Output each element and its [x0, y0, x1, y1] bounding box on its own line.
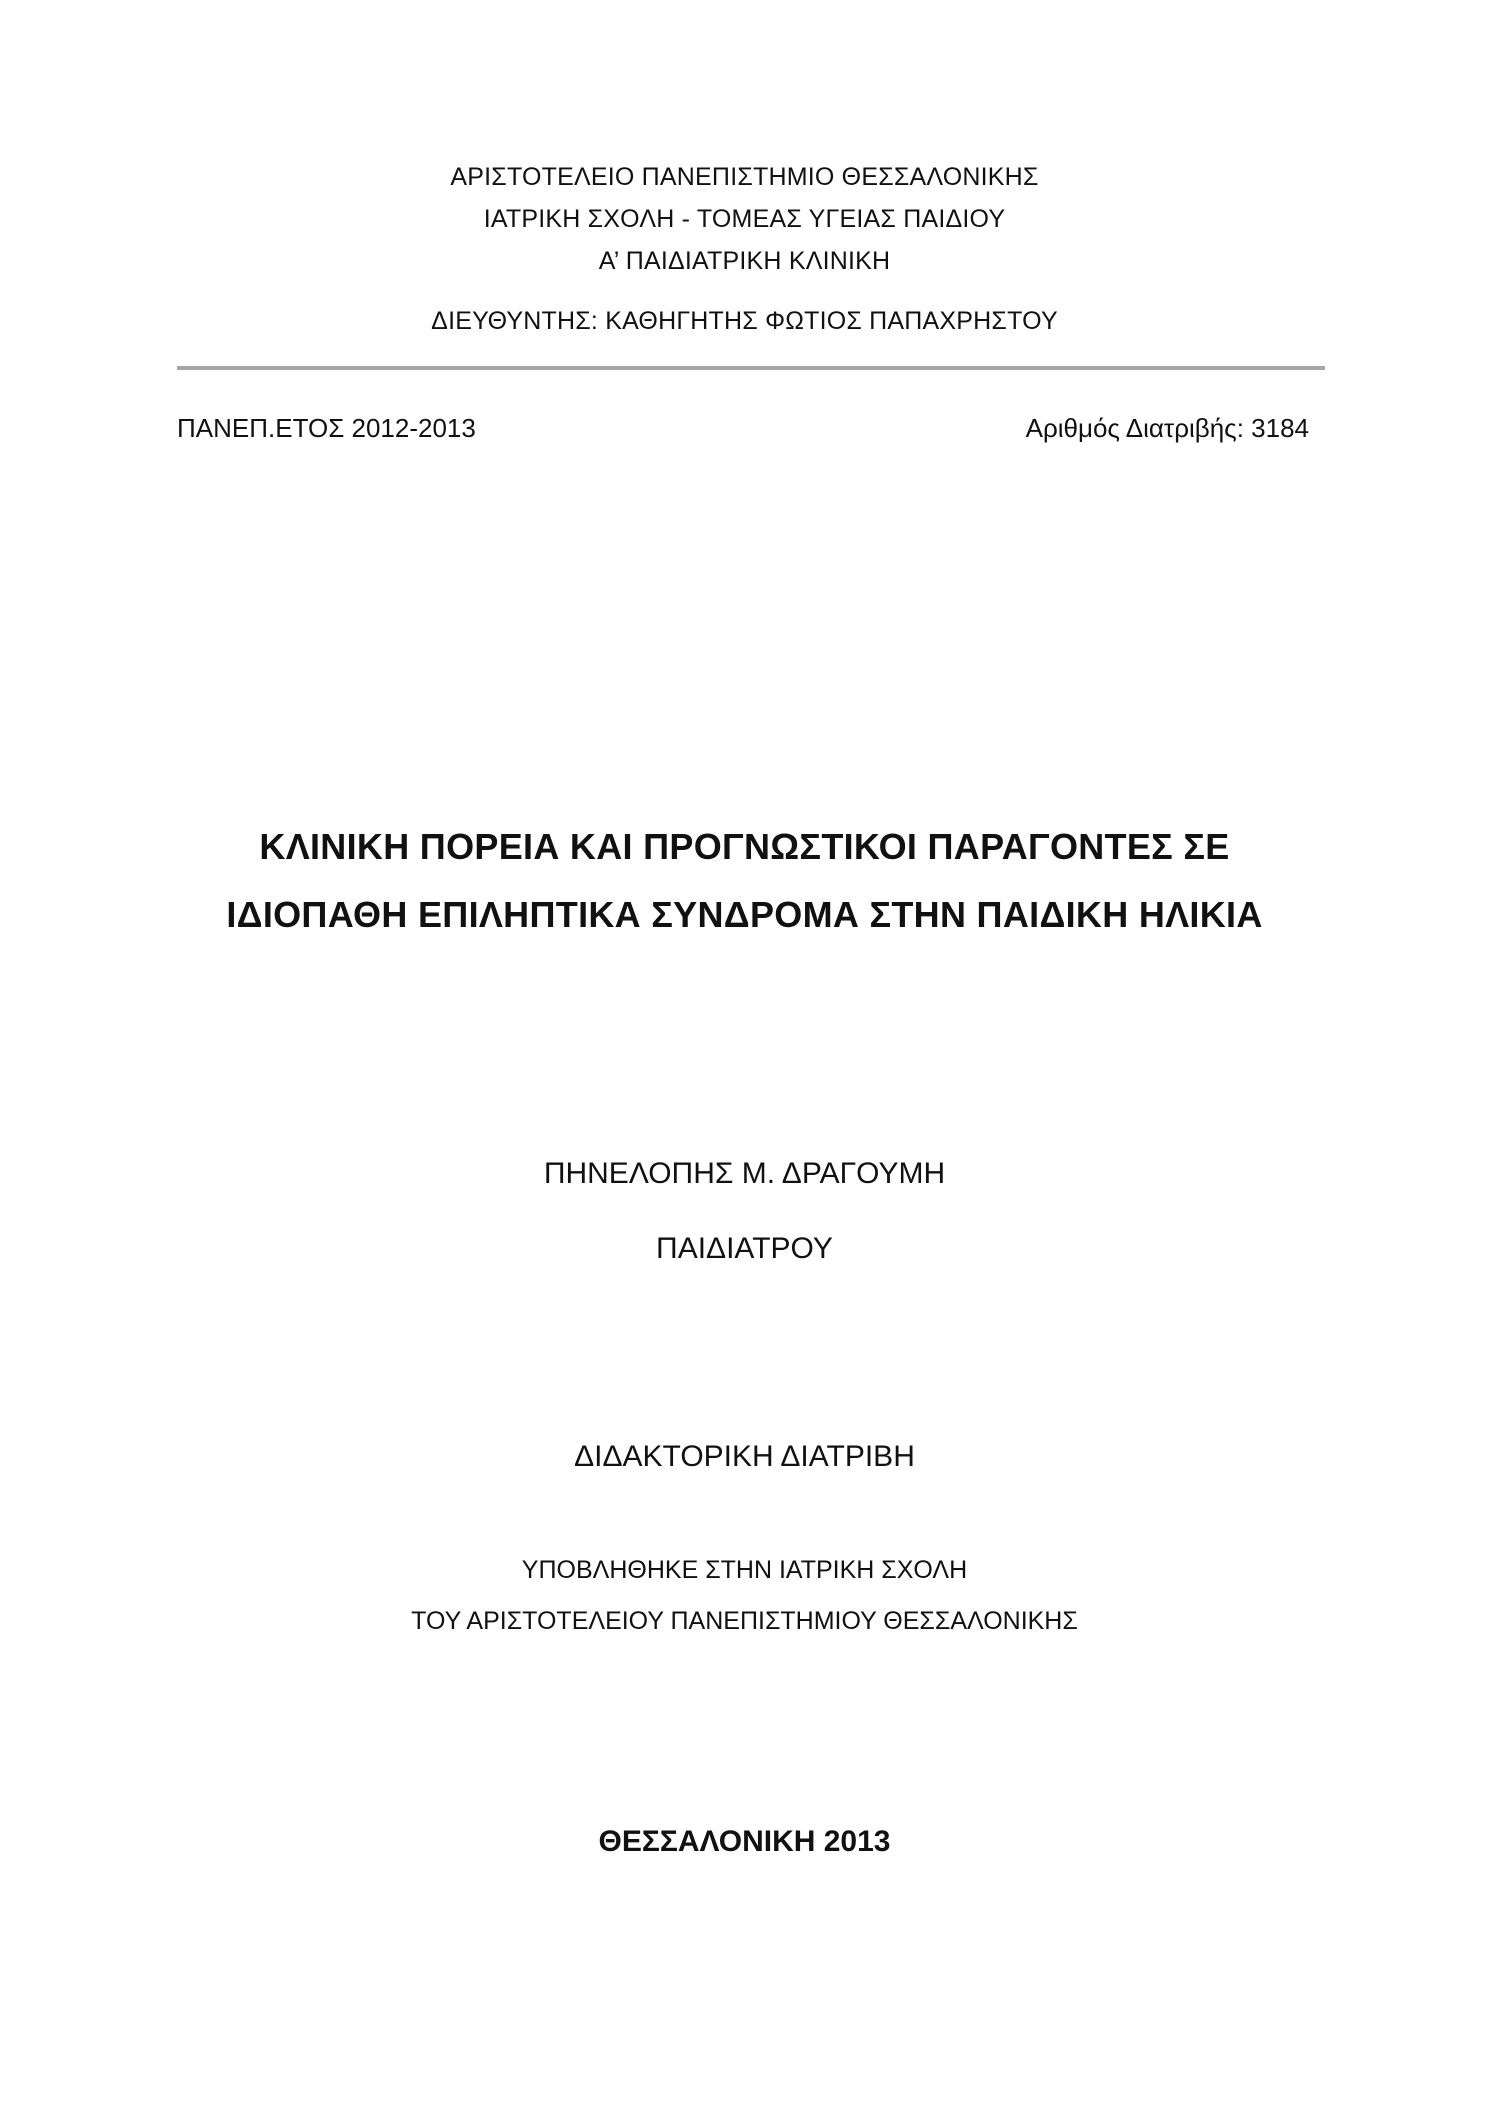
author-profession: ΠΑΙΔΙΑΤΡΟΥ [656, 1232, 833, 1265]
thesis-number: Αριθμός Διατριβής: 3184 [1025, 413, 1309, 443]
director-line: ΔΙΕΥΘΥΝΤΗΣ: ΚΑΘΗΓΗΤΗΣ ΦΩΤΙΟΣ ΠΑΠΑΧΡΗΣΤΟΥ [431, 307, 1058, 335]
academic-year: ΠΑΝΕΠ.ΕΤΟΣ 2012-2013 [177, 413, 476, 443]
thesis-type: ΔΙΔΑΚΤΟΡΙΚΗ ΔΙΑΤΡΙΒΗ [574, 1440, 915, 1473]
header-divider [177, 366, 1325, 370]
university-name: ΑΡΙΣΤΟΤΕΛΕΙΟ ΠΑΝΕΠΙΣΤΗΜΙΟ ΘΕΣΣΑΛΟΝΙΚΗΣ [450, 163, 1039, 191]
thesis-title-line-2: ΙΔΙΟΠΑΘΗ ΕΠΙΛΗΠΤΙΚΑ ΣΥΝΔΡΟΜΑ ΣΤΗΝ ΠΑΙΔΙΚΗ ΗΛΙΚΙΑ [226, 894, 1263, 935]
school-name: ΙΑΤΡΙΚΗ ΣΧΟΛΗ - ΤΟΜΕΑΣ ΥΓΕΙΑΣ ΠΑΙΔΙΟΥ [483, 205, 1006, 233]
city-year: ΘΕΣΣΑΛΟΝΙΚΗ 2013 [598, 1825, 891, 1858]
submission-line-2: ΤΟΥ ΑΡΙΣΤΟΤΕΛΕΙΟΥ ΠΑΝΕΠΙΣΤΗΜΙΟΥ ΘΕΣΣΑΛΟΝΙΚΗΣ [411, 1607, 1078, 1635]
thesis-title-line-1: ΚΛΙΝΙΚΗ ΠΟΡΕΙΑ ΚΑΙ ΠΡΟΓΝΩΣΤΙΚΟΙ ΠΑΡΑΓΟΝΤΕΣ ΣΕ [259, 826, 1230, 867]
submission-line-1: ΥΠΟΒΛΗΘΗΚΕ ΣΤΗΝ ΙΑΤΡΙΚΗ ΣΧΟΛΗ [521, 1556, 968, 1584]
clinic-name: Α’ ΠΑΙΔΙΑΤΡΙΚΗ ΚΛΙΝΙΚΗ [598, 247, 891, 275]
author-name: ΠΗΝΕΛΟΠΗΣ Μ. ΔΡΑΓΟΥΜΗ [543, 1157, 946, 1190]
